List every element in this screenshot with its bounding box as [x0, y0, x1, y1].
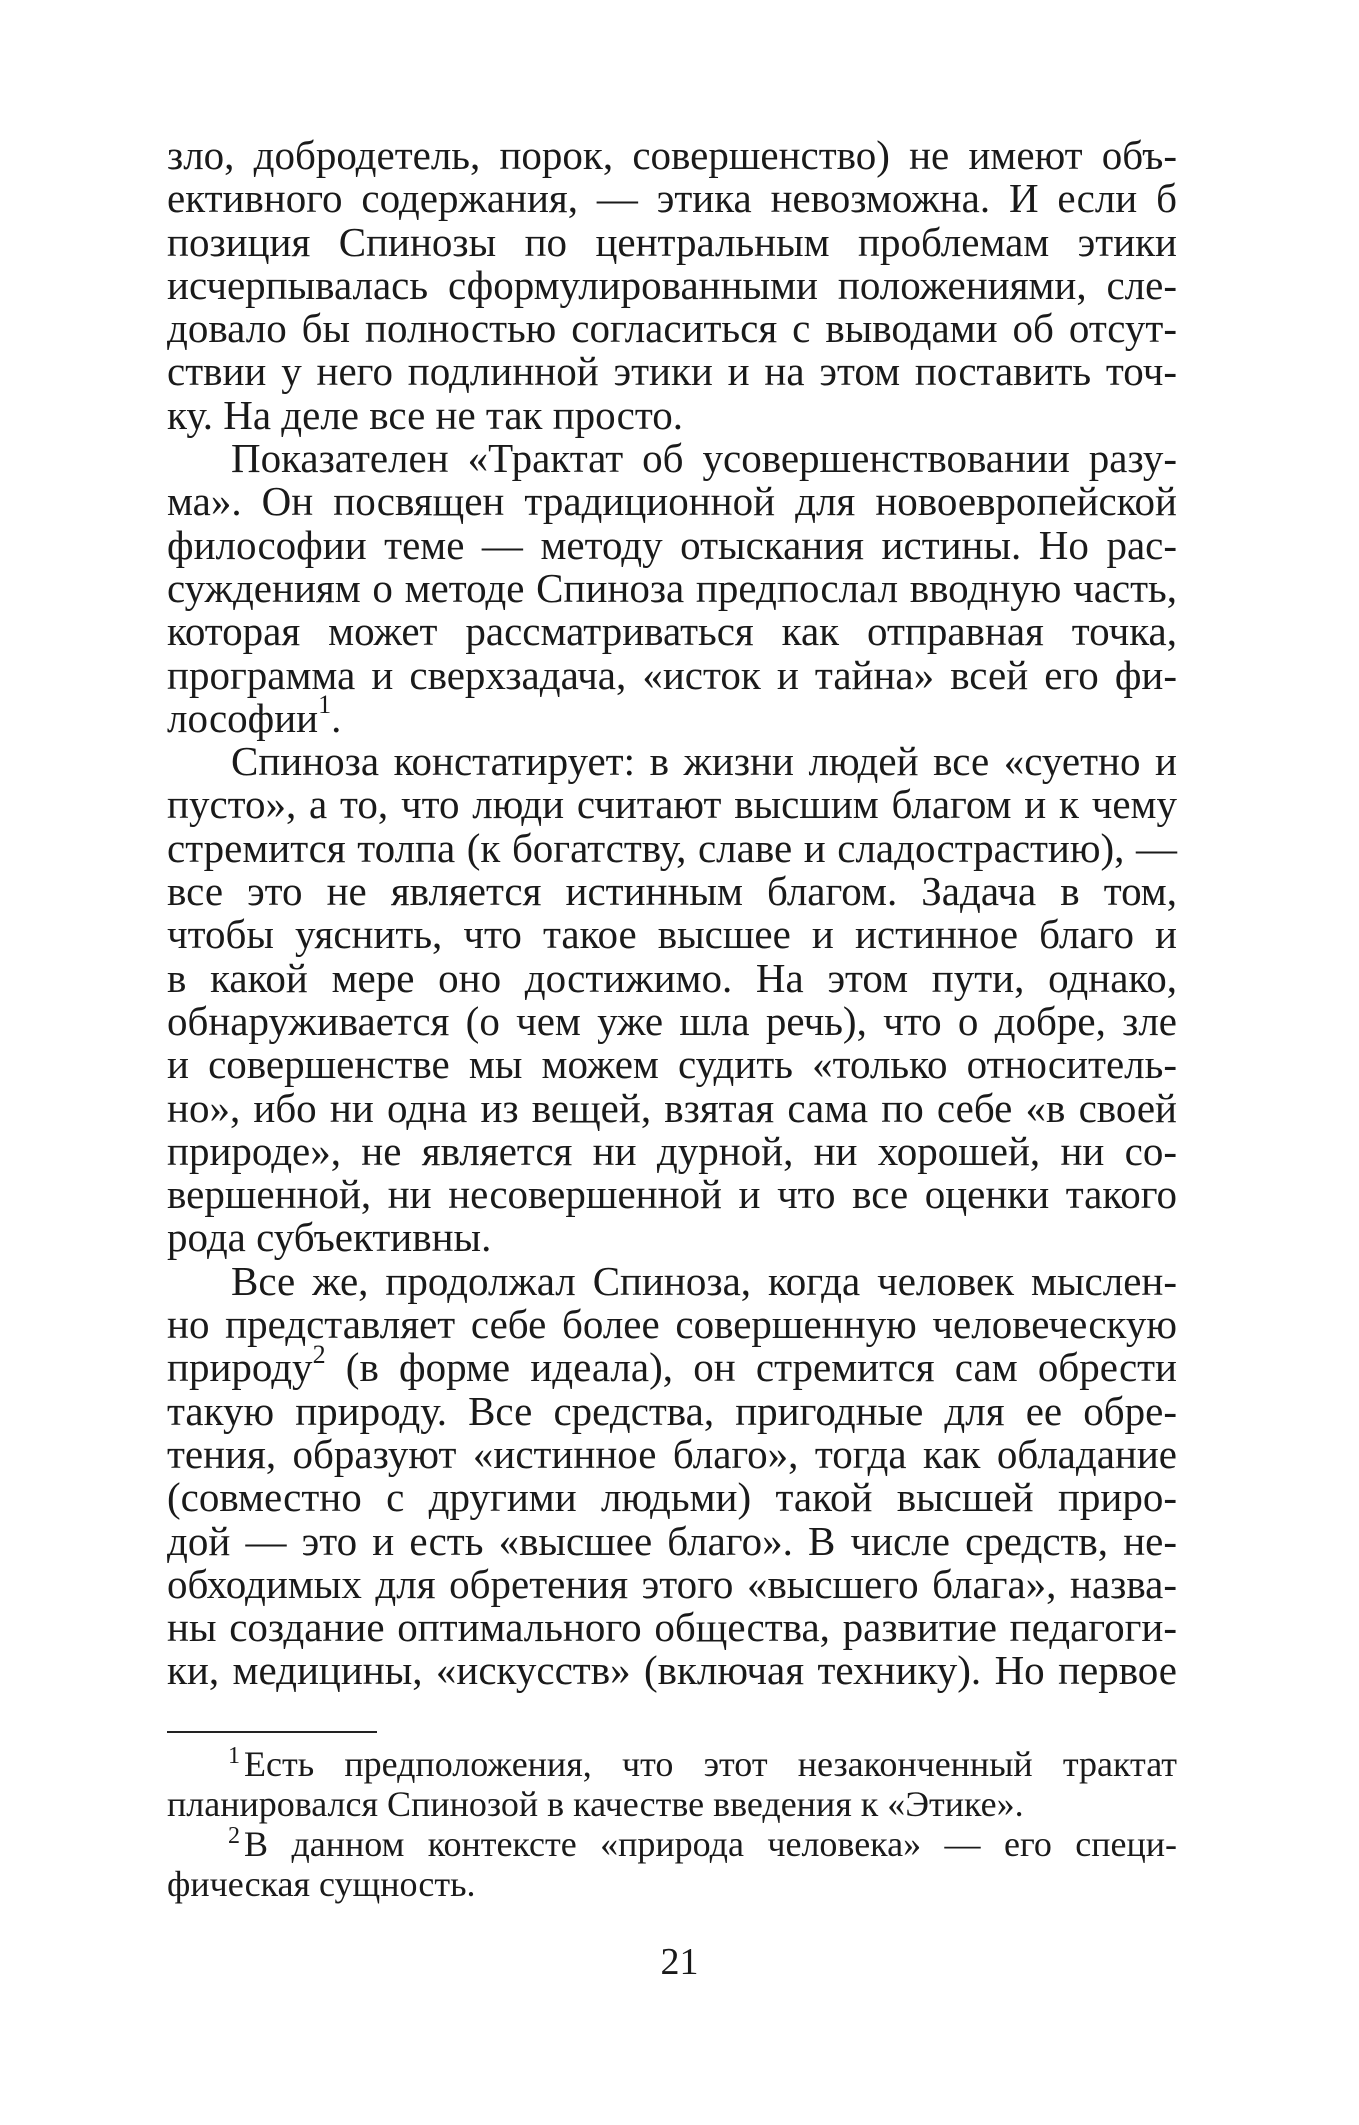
text-line: Спиноза констатирует: в жизни людей все «суетно и — [231, 738, 1177, 785]
text-line: пусто», а то, что люди считают высшим благом и к чему — [167, 781, 1177, 828]
footnote-2-line — [167, 1824, 1177, 1864]
text-line: ствии у него подлинной этики и на этом поставить точ- — [167, 348, 1177, 395]
text-line: Показателен «Трактат об усовершенствовании разу- — [231, 435, 1177, 482]
footnote-divider — [167, 1731, 377, 1733]
text-line: ективного содержания, — этика невозможна. И если б — [167, 175, 1177, 222]
period: . — [331, 694, 342, 741]
text-fragment: лософии — [167, 694, 319, 741]
text-line: стремится толпа (к богатству, славе и сладострастию), — — [167, 824, 1177, 871]
text-line — [167, 690, 1177, 741]
footnote-text: Есть предположения, что этот незаконченный трактат — [244, 1744, 1177, 1784]
text-line: Все же, продолжал Спиноза, когда человек мыслен- — [231, 1257, 1177, 1304]
text-line: позиция Спинозы по центральным проблемам этики — [167, 218, 1177, 265]
text-line: (совместно с другими людьми) такой высшей приро- — [167, 1474, 1177, 1521]
page-number: 21 — [660, 1941, 699, 1983]
text-line: ку. На деле все не так просто. — [167, 391, 683, 438]
text-line: зло, добродетель, порок, совершенство) не имеют объ- — [167, 132, 1177, 178]
footnotes — [167, 1744, 1177, 1904]
text-fragment: (в форме идеала), он стремится сам обрести — [345, 1344, 1178, 1391]
text-line: дой — это и есть «высшее благо». В числе средств, не- — [167, 1517, 1177, 1564]
text-line: обнаруживается (о чем уже шла речь), что о добре, зле — [167, 997, 1177, 1044]
text-line: такую природу. Все средства, пригодные для ее обре- — [167, 1387, 1177, 1434]
footnote-mark: 1 — [228, 1743, 240, 1769]
main-text — [167, 134, 1177, 1693]
footnote-text: В данном контексте «природа человека» — его специ- — [244, 1824, 1177, 1864]
text-line: чтобы уяснить, что такое высшее и истинное благо и — [167, 911, 1177, 958]
footnote-mark: 2 — [228, 1823, 240, 1849]
text-line: суждениям о методе Спиноза предпослал вводную часть, — [167, 564, 1177, 611]
text-line: ма». Он посвящен традиционной для новоевропейской — [167, 478, 1177, 525]
text-line: в какой мере оно достижимо. На этом пути, однако, — [167, 954, 1177, 1001]
text-line: философии теме — методу отыскания истины. Но рас- — [167, 521, 1177, 568]
footnote-ref-2[interactable]: 2 — [312, 1339, 326, 1369]
text-line: ны создание оптимального общества, развитие педагоги- — [167, 1604, 1177, 1651]
footnote-1-line: планировался Спинозой в качестве введения к «Этике». — [167, 1784, 1024, 1824]
text-fragment: природу — [167, 1344, 313, 1391]
text-line: тения, образуют «истинное благо», тогда как обладание — [167, 1430, 1177, 1477]
footnote-2-line: фическая сущность. — [167, 1864, 476, 1904]
text-line: довало бы полностью согласиться с выводами об отсут- — [167, 305, 1177, 352]
footnote-ref-1[interactable]: 1 — [318, 690, 332, 720]
text-line: обходимых для обретения этого «высшего блага», назва- — [167, 1560, 1177, 1607]
footnote-1-line — [167, 1744, 1177, 1784]
text-line: программа и сверхзадача, «исток и тайна» всей его фи- — [167, 651, 1177, 698]
text-line — [167, 1339, 1178, 1391]
text-line: рода субъективны. — [167, 1214, 492, 1261]
text-line: все это не является истинным благом. Задача в том, — [167, 868, 1177, 915]
text-line: но», ибо ни одна из вещей, взятая сама по себе «в своей — [167, 1084, 1177, 1131]
text-line: исчерпывалась сформулированными положениями, сле- — [167, 261, 1177, 308]
text-line: и совершенстве мы можем судить «только относитель- — [167, 1041, 1177, 1088]
text-line: но представляет себе более совершенную человеческую — [167, 1301, 1177, 1348]
text-line: ки, медицины, «искусств» (включая технику). Но первое — [167, 1647, 1177, 1694]
text-line: природе», не является ни дурной, ни хорошей, ни со- — [167, 1127, 1177, 1174]
text-line: которая может рассматриваться как отправная точка, — [167, 608, 1177, 655]
text-line: вершенной, ни несовершенной и что все оценки такого — [167, 1171, 1177, 1218]
